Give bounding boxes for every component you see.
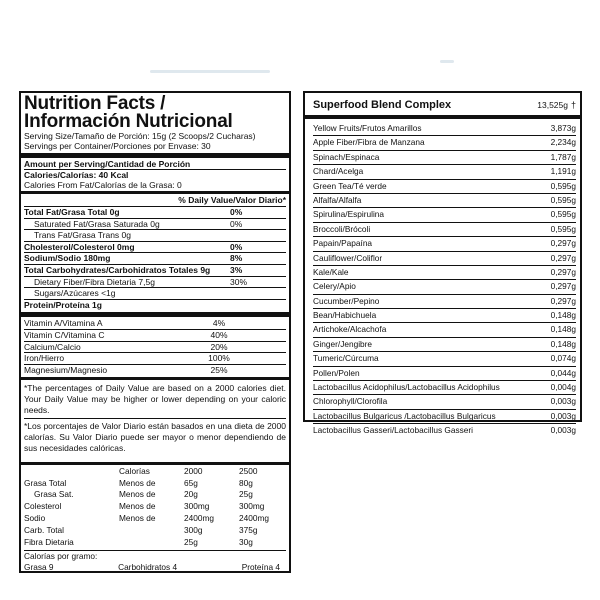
ingredient-row: [313, 252, 576, 266]
nutrient-daily-value: 0%: [230, 218, 243, 229]
nutrient-label: Sugars/Azúcares <1g: [34, 288, 116, 299]
ingredient-row: [313, 352, 576, 366]
reference-cell: 2000: [184, 465, 203, 476]
daily-value-note-spanish: *Los porcentajes de Valor Diario están basados en una dieta de 2000 calorías. Su Valor Diario puede ser mayor o menor dependiendo de sus necesidades calóricas.: [24, 420, 286, 453]
nutrient-daily-value: [230, 288, 286, 299]
ingredient-row: [313, 122, 576, 136]
nutrient-label: Cholesterol/Colesterol 0mg: [24, 241, 135, 252]
vitamin-label: Iron/Hierro: [24, 353, 65, 364]
reference-row: [24, 513, 286, 525]
ingredient-row: [313, 136, 576, 150]
ingredient-amount: 0,595g: [550, 209, 576, 220]
vitamin-row: [24, 364, 286, 376]
reference-cell: 25g: [239, 489, 253, 500]
calories-per-gram-label: Calorías por gramo:: [24, 551, 98, 562]
reference-cell: [119, 525, 184, 537]
nutrition-facts-panel: [19, 91, 291, 573]
reference-cell: 300mg: [184, 501, 210, 512]
ingredient-amount: 0,148g: [550, 338, 576, 349]
ingredient-row: [313, 395, 576, 409]
ingredient-amount: 0,297g: [550, 238, 576, 249]
cal-per-gram-fat: Grasa 9: [24, 562, 54, 573]
vitamin-value: 100%: [208, 353, 230, 364]
reference-cell: Fibra Dietaria: [24, 536, 74, 547]
reference-cell: Carb. Total: [24, 524, 64, 535]
reference-row: [24, 537, 286, 549]
calories-per-gram-row: [24, 562, 286, 573]
reference-cell: 65g: [184, 477, 198, 488]
reference-row: [24, 489, 286, 501]
reference-row: [24, 478, 286, 490]
nutrient-label: Trans Fat/Grasa Trans 0g: [34, 230, 131, 241]
ingredient-name: Lactobacillus Gasseri/Lactobacillus Gasseri: [313, 425, 474, 436]
reference-cell: Menos de: [119, 489, 156, 500]
cal-per-gram-protein: Proteína 4: [241, 562, 280, 573]
superfood-title: Superfood Blend Complex: [313, 99, 452, 111]
nutrient-row: [24, 264, 286, 276]
background-smudge: [440, 60, 454, 63]
nutrient-daily-value: 30%: [230, 276, 248, 287]
ingredient-row: [313, 180, 576, 194]
reference-cell: 2400mg: [239, 513, 269, 524]
ingredient-name: Apple Fiber/Fibra de Manzana: [313, 137, 425, 148]
ingredient-name: Green Tea/Té verde: [313, 180, 387, 191]
reference-cell: Colesterol: [24, 501, 62, 512]
ingredient-name: Yellow Fruits/Frutos Amarillos: [313, 123, 422, 133]
ingredient-name: Celery/Apio: [313, 281, 356, 292]
ingredient-amount: 0,297g: [550, 295, 576, 306]
superfood-header: [313, 96, 576, 114]
ingredient-amount: 0,148g: [550, 324, 576, 335]
reference-cell: 30g: [239, 536, 253, 547]
divider-medium: [21, 462, 289, 465]
nutrient-label: Saturated Fat/Grasa Saturada 0g: [34, 218, 160, 229]
reference-cell: Grasa Total: [24, 477, 67, 488]
vitamin-list: [24, 318, 286, 376]
reference-cell: Menos de: [119, 513, 156, 524]
divider-thick: [21, 153, 289, 158]
superfood-blend-panel: [303, 91, 582, 436]
ingredient-row: [313, 266, 576, 280]
vitamin-label: Vitamin A/Vitamina A: [24, 318, 103, 329]
reference-cell: Sodio: [24, 513, 46, 524]
ingredient-row: [313, 295, 576, 309]
vitamin-row: [24, 329, 286, 341]
nutrient-daily-value: 8%: [230, 253, 243, 264]
ingredient-row: [313, 410, 576, 424]
nutrient-daily-value: [230, 230, 286, 241]
nutrient-daily-value: 0%: [230, 241, 243, 252]
ingredient-amount: 1,787g: [550, 151, 576, 162]
ingredient-amount: 0,003g: [550, 396, 576, 407]
ingredient-name: Lactobacillus Acidophilus/Lactobacillus Acidophilus: [313, 382, 500, 393]
ingredient-name: Cucumber/Pepino: [313, 295, 380, 306]
reference-cell: Calorías: [119, 465, 150, 476]
reference-table: [24, 466, 286, 549]
ingredient-amount: 0,004g: [550, 382, 576, 393]
ingredient-name: Ginger/Jengibre: [313, 338, 373, 349]
ingredient-row: [313, 223, 576, 237]
vitamin-value: 4%: [212, 318, 226, 329]
ingredient-row: [313, 338, 576, 352]
reference-row: [24, 501, 286, 513]
ingredient-row: [313, 367, 576, 381]
reference-cell: Menos de: [119, 501, 156, 512]
nutrient-label: Total Carbohydrates/Carbohidratos Totales 9g: [24, 264, 211, 275]
daily-value-header: % Daily Value/Valor Diario*: [178, 195, 286, 205]
ingredient-amount: 0,003g: [550, 410, 576, 421]
ingredient-amount: 0,297g: [550, 252, 576, 263]
ingredient-name: Lactobacillus Bulgaricus /Lactobacillus Bulgaricus: [313, 410, 496, 421]
ingredient-amount: 0,297g: [550, 281, 576, 292]
ingredient-row: [313, 208, 576, 222]
nutrient-daily-value: 0%: [230, 207, 243, 217]
daily-value-note-english: *The percentages of Daily Value are based on a 2000 calories diet. Your Daily Value may be higher or lower depending on your caloric needs.: [24, 382, 286, 415]
ingredient-name: Bean/Habichuela: [313, 310, 377, 321]
reference-cell: 20g: [184, 489, 198, 500]
nutrition-title-line1: Nutrition Facts /: [24, 93, 166, 114]
ingredient-name: Cauliflower/Coliflor: [313, 252, 383, 263]
ingredient-name: Alfalfa/Alfalfa: [313, 194, 362, 205]
vitamin-value: 20%: [210, 341, 228, 352]
reference-cell: Menos de: [119, 477, 156, 488]
reference-cell: 300g: [184, 524, 203, 535]
ingredient-name: Chlorophyll/Clorofila: [313, 396, 388, 407]
ingredient-row: [313, 323, 576, 337]
vitamin-label: Calcium/Calcio: [24, 341, 81, 352]
reference-cell: [24, 466, 119, 478]
vitamin-row: [24, 341, 286, 353]
ingredient-name: Spinach/Espinaca: [313, 151, 380, 162]
divider-thick: [21, 312, 289, 317]
vitamin-label: Vitamin C/Vitamina C: [24, 330, 105, 341]
ingredient-amount: 1,191g: [550, 166, 576, 177]
reference-cell: Grasa Sat.: [34, 489, 74, 500]
divider-medium: [21, 191, 289, 194]
ingredient-name: Pollen/Polen: [313, 367, 360, 378]
cal-per-gram-carbs: Carbohidratos 4: [118, 562, 178, 573]
ingredient-name: Artichoke/Alcachofa: [313, 324, 387, 335]
vitamin-value: 25%: [210, 365, 228, 376]
ingredient-name: Broccoli/Brócoli: [313, 223, 371, 234]
vitamin-label: Magnesium/Magnesio: [24, 365, 108, 376]
calories-from-fat: Calories From Fat/Calorías de la Grasa: 0: [24, 180, 182, 190]
serving-size: Serving Size/Tamaño de Porción: 15g (2 Scoops/2 Cucharas): [24, 131, 256, 141]
ingredient-amount: 0,074g: [550, 353, 576, 364]
vitamin-value: 40%: [210, 330, 228, 341]
reference-row: [24, 525, 286, 537]
nutrient-row: [24, 299, 286, 311]
ingredient-amount: 0,297g: [550, 266, 576, 277]
ingredient-amount: 0,044g: [550, 367, 576, 378]
ingredient-name: Papain/Papaína: [313, 238, 373, 249]
servings-per-container: Servings per Container/Porciones por Envase: 30: [24, 141, 211, 151]
ingredient-row: [313, 165, 576, 179]
ingredient-name: Chard/Acelga: [313, 166, 364, 177]
calories: Calories/Calorías: 40 Kcal: [24, 170, 129, 180]
ingredient-amount: 0,003g: [550, 425, 576, 436]
ingredient-amount: 0,148g: [550, 310, 576, 321]
nutrient-label: Protein/Proteína 1g: [24, 299, 102, 310]
reference-cell: 25g: [184, 536, 198, 547]
ingredient-row: [313, 381, 576, 395]
reference-cell: 375g: [239, 524, 258, 535]
reference-header-row: [24, 466, 286, 478]
vitamin-row: [24, 318, 286, 329]
ingredient-row: [313, 424, 576, 437]
nutrient-label: Dietary Fiber/Fibra Dietaria 7,5g: [34, 276, 155, 287]
nutrient-daily-value: 3%: [230, 264, 243, 275]
nutrient-daily-value: [230, 300, 286, 311]
ingredient-row: [313, 237, 576, 251]
amount-per-serving-header: Amount per Serving/Cantidad de Porción: [24, 159, 191, 169]
nutrient-row: [24, 229, 286, 241]
ingredient-row: [313, 151, 576, 165]
ingredient-name: Tumeric/Cúrcuma: [313, 353, 379, 364]
nutrient-row: [24, 207, 286, 218]
nutrient-row: [24, 276, 286, 288]
nutrient-label: Sodium/Sodio 180mg: [24, 253, 111, 264]
nutrient-list: [24, 207, 286, 310]
background-smudge: [150, 70, 270, 73]
reference-cell: 2400mg: [184, 513, 214, 524]
vitamin-row: [24, 352, 286, 364]
divider-medium: [21, 377, 289, 380]
reference-cell: 2500: [239, 465, 258, 476]
divider-thick: [305, 115, 580, 119]
ingredient-amount: 2,234g: [550, 137, 576, 148]
nutrition-title-line2: Información Nutricional: [24, 111, 233, 132]
nutrient-row: [24, 287, 286, 299]
superfood-total-value: 13,525g: [537, 100, 568, 110]
nutrient-row: [24, 218, 286, 230]
ingredient-amount: 3,873g: [550, 123, 576, 133]
reference-cell: [119, 537, 184, 549]
ingredient-name: Spirulina/Espirulina: [313, 209, 385, 220]
ingredient-list: [313, 122, 576, 438]
ingredient-row: [313, 194, 576, 208]
ingredient-amount: 0,595g: [550, 223, 576, 234]
nutrient-row: [24, 241, 286, 253]
reference-cell: 80g: [239, 477, 253, 488]
superfood-total: [537, 100, 576, 110]
nutrient-label: Total Fat/Grasa Total 0g: [24, 207, 120, 217]
nutrient-row: [24, 252, 286, 264]
dagger-icon: †: [570, 100, 576, 110]
ingredient-amount: 0,595g: [550, 194, 576, 205]
ingredient-row: [313, 280, 576, 294]
reference-cell: 300mg: [239, 501, 265, 512]
ingredient-name: Kale/Kale: [313, 266, 349, 277]
ingredient-row: [313, 309, 576, 323]
ingredient-amount: 0,595g: [550, 180, 576, 191]
